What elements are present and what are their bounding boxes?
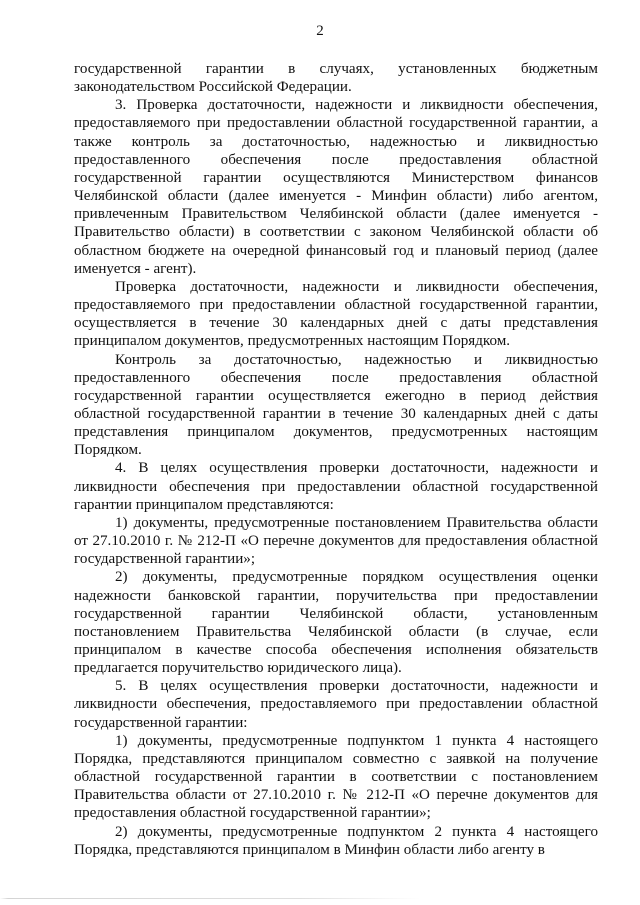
- paragraph-control-period: Контроль за достаточностью, надежностью и ликвидностью предоставленного обеспечения после предоставления областной государственной гарантии осуществляется ежегодно в период действия областной государственной гарантии в течение 30 календарных дней с даты представления принципалом документов, предусмотренных настоящим Порядком.: [74, 351, 598, 459]
- paragraph-item-4-sub-2: 2) документы, предусмотренные порядком осуществления оценки надежности банковской гарантии, поручительства при предоставлении государственной гарантии Челябинской области, установленным постановлением Правительства Челябинской области (в случае, если принципалом в качестве способа обеспечения исполнения обязательств предлагается поручительство юридического лица).: [74, 569, 598, 677]
- scan-edge-line: [0, 898, 640, 899]
- page-number: 2: [316, 23, 324, 39]
- paragraph-item-4: 4. В целях осуществления проверки достаточности, надежности и ликвидности обеспечения при предоставлении областной государственной гарантии принципалом представляются:: [74, 460, 598, 513]
- paragraph-item-5: 5. В целях осуществления проверки достаточности, надежности и ликвидности обеспечения, предоставляемого при предоставлении областной государственной гарантии:: [74, 678, 598, 731]
- paragraph-item-5-sub-2: 2) документы, предусмотренные подпунктом 2 пункта 4 настоящего Порядка, представляются принципалом в Минфин области либо агенту в: [74, 823, 598, 858]
- paragraph-verification-period: Проверка достаточности, надежности и ликвидности обеспечения, предоставляемого при предоставлении областной государственной гарантии, осуществляется в течение 30 календарных дней с даты представления принципалом документов, предусмотренных настоящим Порядком.: [74, 278, 598, 350]
- paragraph-item-5-sub-1: 1) документы, предусмотренные подпунктом 1 пункта 4 настоящего Порядка, представляются принципалом совместно с заявкой на получение областной государственной гарантии в соответствии с постановлением Правительства области от 27.10.2010 г. № 212-П «О перечне документов для предоставления областной государственной гарантии»;: [74, 732, 598, 822]
- document-body: [74, 60, 598, 859]
- paragraph-continuation: государственной гарантии в случаях, установленных бюджетным законодательством Российской Федерации.: [74, 61, 598, 96]
- paragraph-item-4-sub-1: 1) документы, предусмотренные постановлением Правительства области от 27.10.2010 г. № 212-П «О перечне документов для предоставления областной государственной гарантии»;: [74, 514, 598, 568]
- paragraph-item-3: 3. Проверка достаточности, надежности и ликвидности обеспечения, предоставляемого при предоставлении областной государственной гарантии, а также контроль за достаточностью, надежностью и ликвидностью предоставленного обеспечения после предоставления областной государственной гарантии осуществляются Министерством финансов Челябинской области (далее именуется - Минфин области) либо агентом, привлеченным Правительством Челябинской области (далее именуется - Правительство области) в соответствии с законом Челябинской области об областном бюджете на очередной финансовый год и плановый период (далее именуется - агент).: [74, 97, 598, 277]
